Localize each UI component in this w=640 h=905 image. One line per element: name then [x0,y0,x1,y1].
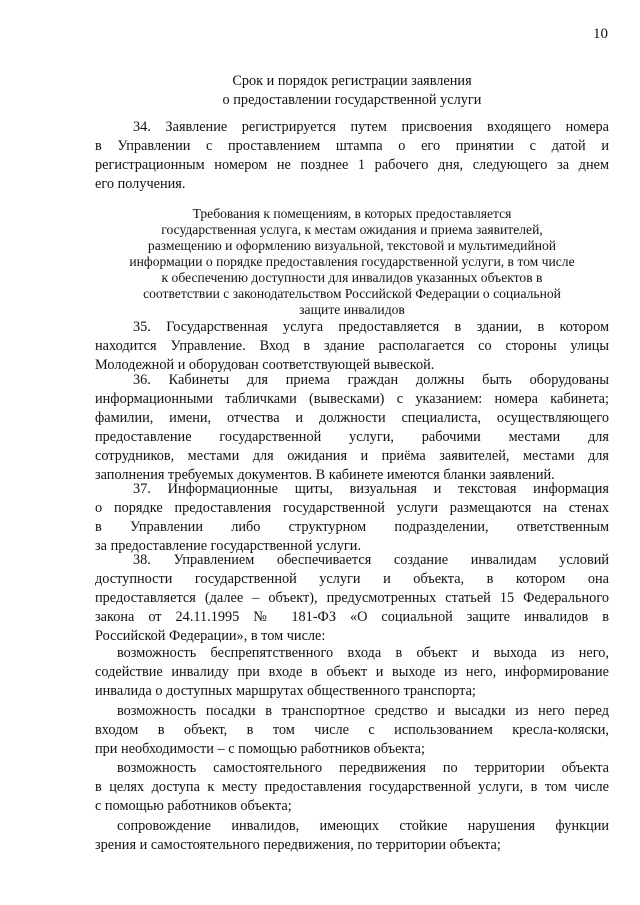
heading-line: о предоставлении государственной услуги [222,92,482,108]
list-item [95,817,609,855]
text-line: Российской Федерации», в том числе: [95,628,326,644]
text-line: за предоставление государственной услуги. [95,538,362,554]
text-line: Молодежной и оборудован соответствующей вывеской. [95,357,435,373]
text-line: сопровождение инвалидов, имеющих стойкие нарушения функции [117,818,609,834]
text-line: регистрационным номером не позднее 1 рабочего дня, следующего за днем [95,157,609,173]
paragraph-37 [95,480,609,556]
paragraph-38 [95,551,609,646]
heading-line: информации о порядке предоставления государственной услуги, в том числе [129,254,575,269]
section-heading-registration [95,72,609,110]
paragraph-35 [95,318,609,375]
text-line: в Управлении либо структурном подразделении, ответственным [95,519,609,535]
text-line: инвалида о доступных маршрутах общественного транспорта; [95,683,476,699]
text-line: 38. Управлением обеспечивается создание инвалидам условий [133,552,609,568]
text-line: возможность беспрепятственного входа в объект и выхода из него, [117,645,609,661]
text-line: закона от 24.11.1995 № 181-ФЗ «О социальной защите инвалидов в [95,609,609,625]
text-line: 37. Информационные щиты, визуальная и текстовая информация [133,481,609,497]
section-heading-premises [95,206,609,318]
text-line: в Управлении с проставлением штампа о его принятии с датой и [95,138,609,154]
page-number: 10 [593,26,608,42]
text-line: предоставляется (далее – объект), предусмотренных статьей 15 Федерального [95,590,609,606]
text-line: его получения. [95,176,186,192]
text-line: 36. Кабинеты для приема граждан должны быть оборудованы [133,372,609,388]
text-line: при необходимости – с помощью работников объекта; [95,741,425,757]
heading-line: защите инвалидов [299,302,405,317]
text-line: 35. Государственная услуга предоставляется в здании, в котором [133,319,609,335]
text-line: зрения и самостоятельного передвижения, по территории объекта; [95,837,501,853]
heading-line: Требования к помещениям, в которых предоставляется [192,206,512,221]
list-item [95,702,609,759]
text-line: содействие инвалиду при входе в объект и выходе из него, информирование [95,664,609,680]
text-line: находится Управление. Вход в здание располагается со стороны улицы [95,338,609,354]
text-line: возможность самостоятельного передвижения по территории объекта [117,760,609,776]
list-item [95,759,609,816]
text-line: в целях доступа к месту предоставления государственной услуги, в том числе [95,779,609,795]
text-line: о порядке предоставления государственной услуги размещаются на стенах [95,500,609,516]
text-line: информационными табличками (вывесками) с указанием: номера кабинета; [95,391,609,407]
text-line: фамилии, имени, отчества и должности специалиста, осуществляющего [95,410,609,426]
paragraph-34 [95,118,609,194]
heading-line: размещению и оформлению визуальной, текстовой и мультимедийной [147,238,557,253]
text-line: заполнения требуемых документов. В кабинете имеются бланки заявлений. [95,467,555,483]
text-line: возможность посадки в транспортное средство и высадки из него перед [117,703,609,719]
text-line: 34. Заявление регистрируется путем присвоения входящего номера [133,119,609,135]
text-line: сотрудников, местами для ожидания и приёма заявителей, местами для [95,448,609,464]
heading-line: государственная услуга, к местам ожидания и приема заявителей, [161,222,543,237]
text-line: доступности государственной услуги и объекта, в котором она [95,571,609,587]
text-line: с помощью работников объекта; [95,798,292,814]
heading-line: соответствии с законодательством Российской Федерации о социальной [143,286,561,301]
heading-line: к обеспечению доступности для инвалидов указанных объектов в [161,270,543,285]
list-item [95,644,609,701]
text-line: предоставление государственной услуги, рабочими местами для [95,429,609,445]
text-line: входом в объект, в том числе с использованием кресла-коляски, [95,722,609,738]
paragraph-36 [95,371,609,485]
heading-line: Срок и порядок регистрации заявления [232,73,472,89]
